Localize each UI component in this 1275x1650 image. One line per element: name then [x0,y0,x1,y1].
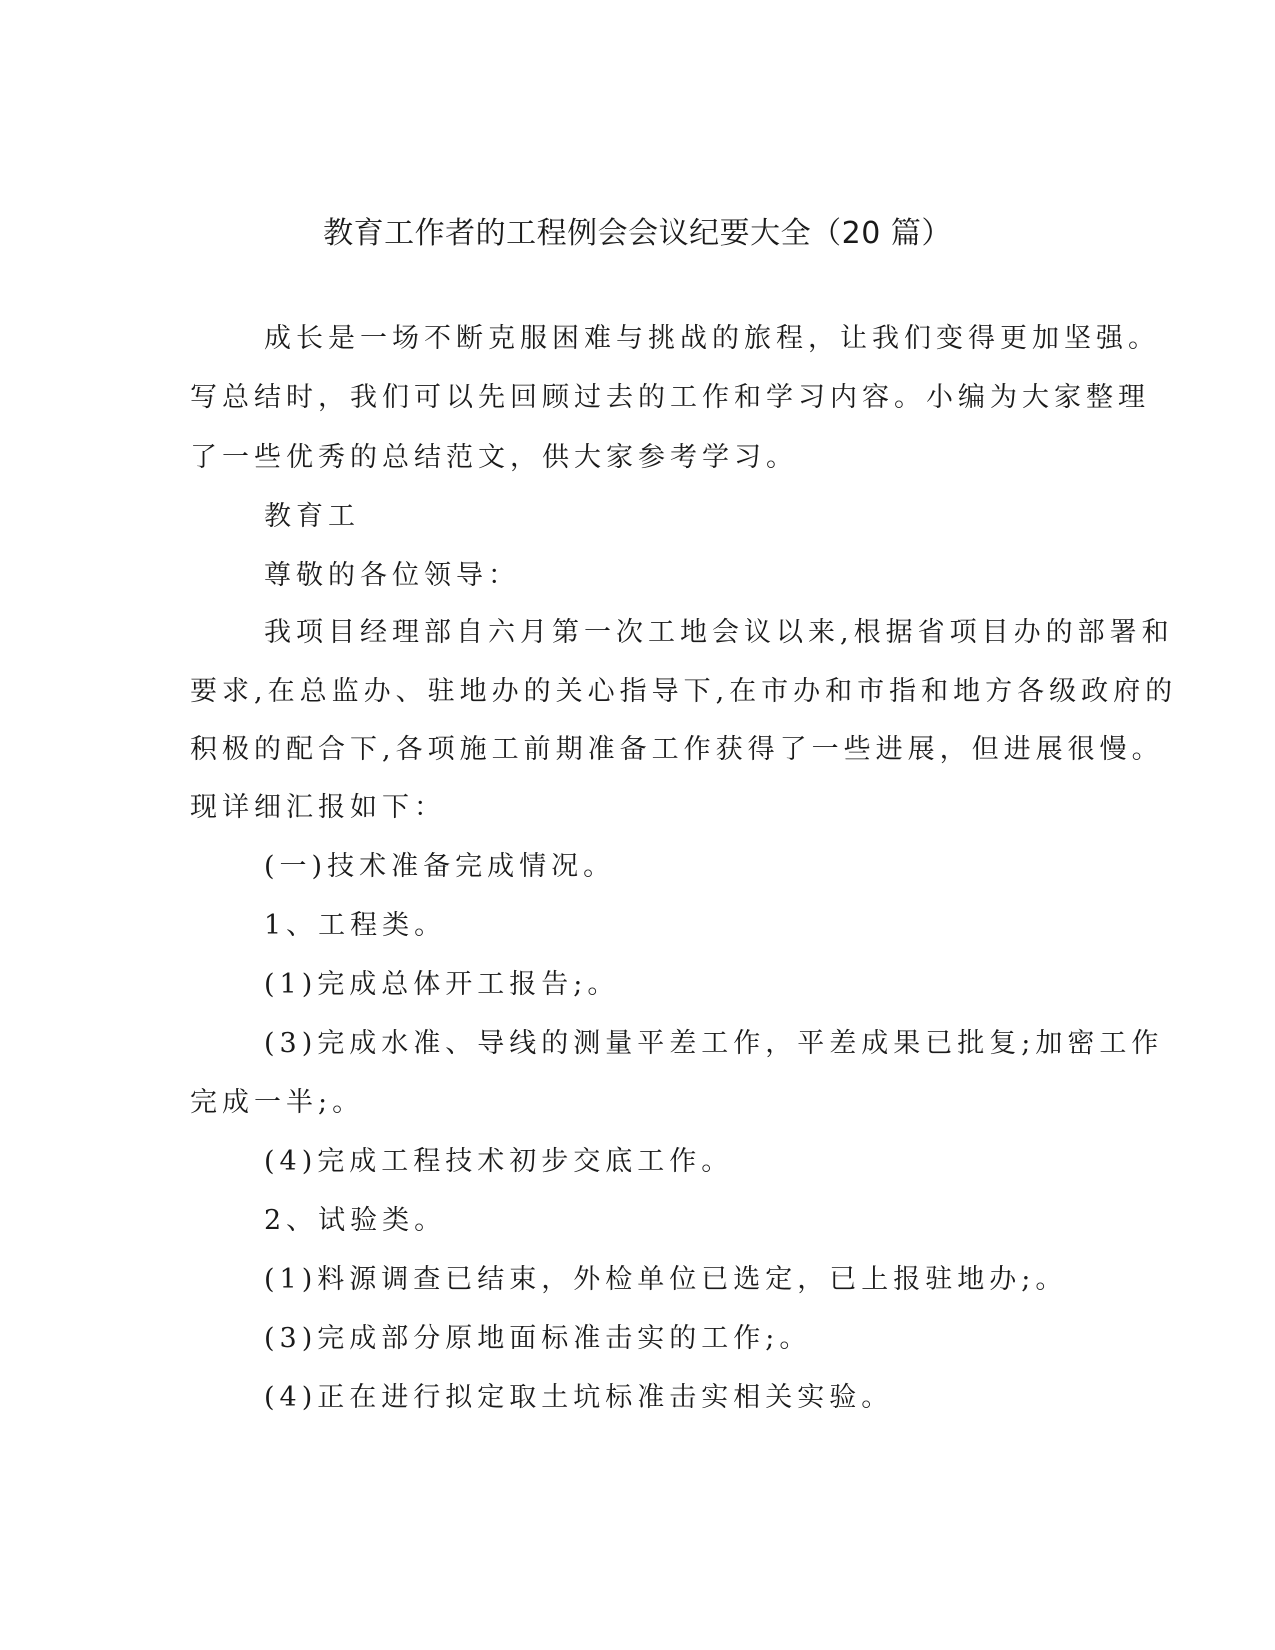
paragraph-line: 积极的配合下,各项施工前期准备工作获得了一些进展，但进展很慢。 [190,734,1164,765]
paragraph-line: 成长是一场不断克服困难与挑战的旅程，让我们变得更加坚强。 [264,323,1160,354]
list-item: (3)完成水准、导线的测量平差工作，平差成果已批复;加密工作 [264,1028,1164,1059]
document-title: 教育工作者的工程例会会议纪要大全（20 篇） [323,216,952,251]
paragraph-line: 现详细汇报如下： [190,792,446,823]
list-item-continuation: 完成一半;。 [190,1087,365,1118]
list-item: (4)正在进行拟定取土坑标准击实相关实验。 [264,1382,894,1413]
list-item: (4)完成工程技术初步交底工作。 [264,1146,734,1177]
paragraph-line: 写总结时，我们可以先回顾过去的工作和学习内容。小编为大家整理 [190,382,1150,413]
paragraph-line: 要求,在总监办、驻地办的关心指导下,在市办和市指和地方各级政府的 [190,676,1178,707]
list-item: (1)料源调查已结束，外检单位已选定，已上报驻地办;。 [264,1264,1068,1295]
list-item: (1)完成总体开工报告;。 [264,969,620,1000]
salutation: 尊敬的各位领导： [264,560,520,591]
subsection-heading: 1、工程类。 [264,910,447,941]
paragraph-line: 了一些优秀的总结范文，供大家参考学习。 [190,442,798,473]
paragraph-line: 我项目经理部自六月第一次工地会议以来,根据省项目办的部署和 [264,617,1174,648]
paragraph-line: 教育工 [264,501,360,532]
section-heading: (一)技术准备完成情况。 [264,851,616,882]
subsection-heading: 2、试验类。 [264,1205,447,1236]
list-item: (3)完成部分原地面标准击实的工作;。 [264,1323,812,1354]
